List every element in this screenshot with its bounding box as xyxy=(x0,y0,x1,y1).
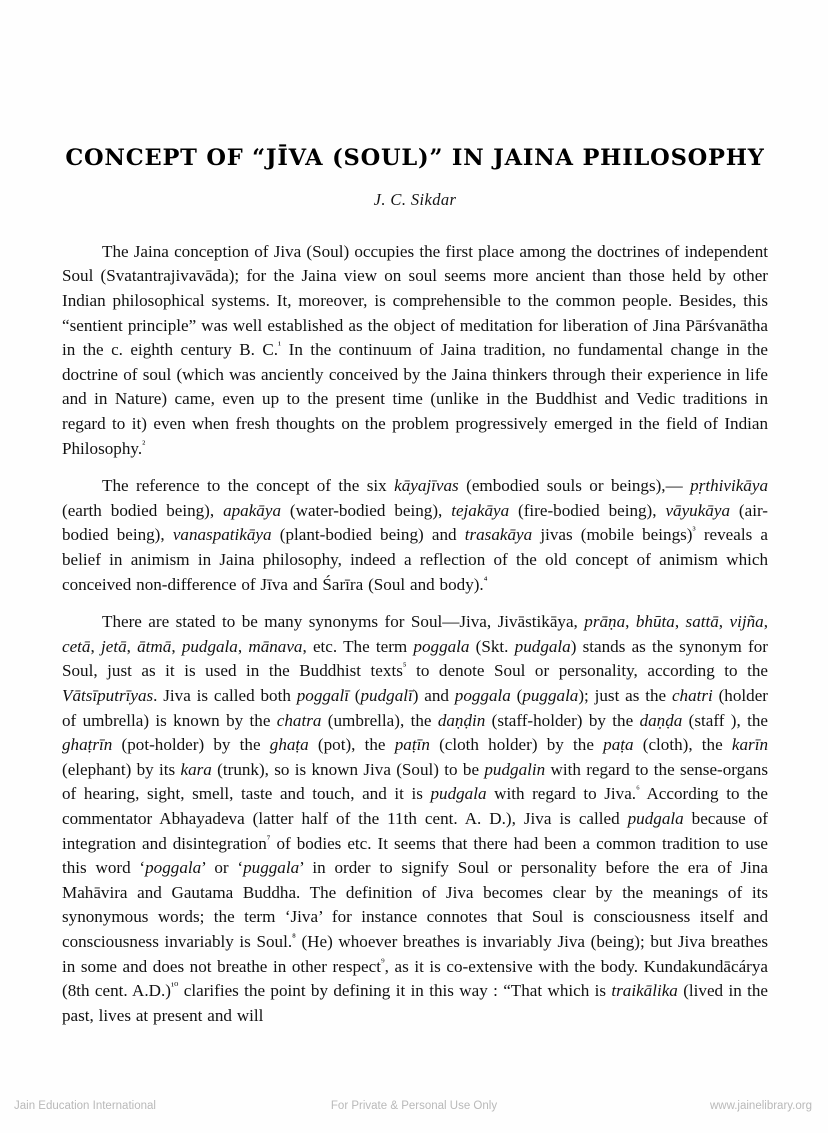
page-footer xyxy=(0,1100,828,1120)
body-paragraph-3: There are stated to be many synonyms for Soul—Jiva, Jivāstikāya, prāṇa, bhūta, sattā, vijña, cetā, jetā, ātmā, pudgala, mānava, etc. The term poggala (Skt. pudgala) stands as the synonym for Soul, just as it is used in the Buddhist texts$^{^5}$ to denote Soul or personality, according to the Vātsīputrīyas. Jiva is called both poggalī (pudgalī) and poggala (puggala); just as the chatri (holder of umbrella) is known by the chatra (umbrella), the daṇḍin (staff-holder) by the daṇḍa (staff ), the ghaṭrīn (pot-holder) by the ghaṭa (pot), the paṭīn (cloth holder) by the paṭa (cloth), the karīn (elephant) by its kara (trunk), so is known Jiva (Soul) to be pudgalin with regard to the sense-organs of hearing, sight, smell, taste and touch, and it is pudgala with regard to Jiva.$^{^6}$ According to the commentator Abhayadeva (latter half of the 11th cent. A. D.), Jiva is called pudgala because of integration and disintegration$^{^7}$ of bodies etc. It seems that there had been a common tradition to use this word ‘poggala’ or ‘puggala’ in order to signify Soul or personality before the era of Jina Mahāvira and Gautama Buddha. The definition of Jiva becomes clear by the meanings of its synonymous words; the term ‘Jiva’ for instance connotes that Soul is consciousness itself and consciousness invariably is Soul.$^{^8}$ (He) whoever breathes is invariably Jiva (being); but Jiva breathes in some and does not breathe in other respect$^{^9}$, as it is co-extensive with the body. Kundakundācárya (8th cent. A.D.)$^{^{10}}$ clarifies the point by defining it in this way : “That which is traikālika (lived in the past, lives at present and will xyxy=(62,612,769,1025)
footer-website-url[interactable]: www.jainelibrary.org xyxy=(709,1100,812,1112)
article-body xyxy=(62,146,768,1028)
footer-organization: Jain Education International xyxy=(14,1100,156,1112)
body-paragraph-2: The reference to the concept of the six kāyajīvas (embodied souls or beings),— pṛthivikāya (earth bodied being), apakāya (water-bodied being), tejakāya (fire-bodied being), vāyukāya (air-bodied being), vanaspatikāya (plant-bodied being) and trasakāya jivas (mobile beings)$^{^3}$ reveals a belief in animism in Jaina philosophy, indeed a reflection of the old concept of animism which conceived non-difference of Jīva and Śarīra (Soul and body).$^{^4}$ xyxy=(62,476,768,594)
footer-usage-notice: For Private & Personal Use Only xyxy=(330,1100,498,1112)
body-paragraph-1: The Jaina conception of Jiva (Soul) occupies the first place among the doctrines of independent Soul (Svatantrajivavāda); for the Jaina view on soul seems more ancient than those held by other Indian philosophical systems. It, moreover, is comprehensible to the common people. Besides, this “sentient principle” was well established as the object of meditation for liberation of Jina Pārśvanātha in the c. eighth century B. C.$^{^1}$ In the continuum of Jaina tradition, no fundamental change in the doctrine of soul (which was anciently conceived by the Jaina thinkers through their experience in life and in Nature) came, even up to the present time (unlike in the Buddhist and Vedic traditions in regard to it) even when fresh thoughts on the problem progressively emerged in the field of Indian Philosophy.$^{^2}$ xyxy=(62,241,768,458)
page-title: CONCEPT OF “JĪVA (SOUL)” IN JAINA PHILOSOPHY xyxy=(65,145,765,171)
author-byline: J. C. Sikdar xyxy=(373,189,457,209)
